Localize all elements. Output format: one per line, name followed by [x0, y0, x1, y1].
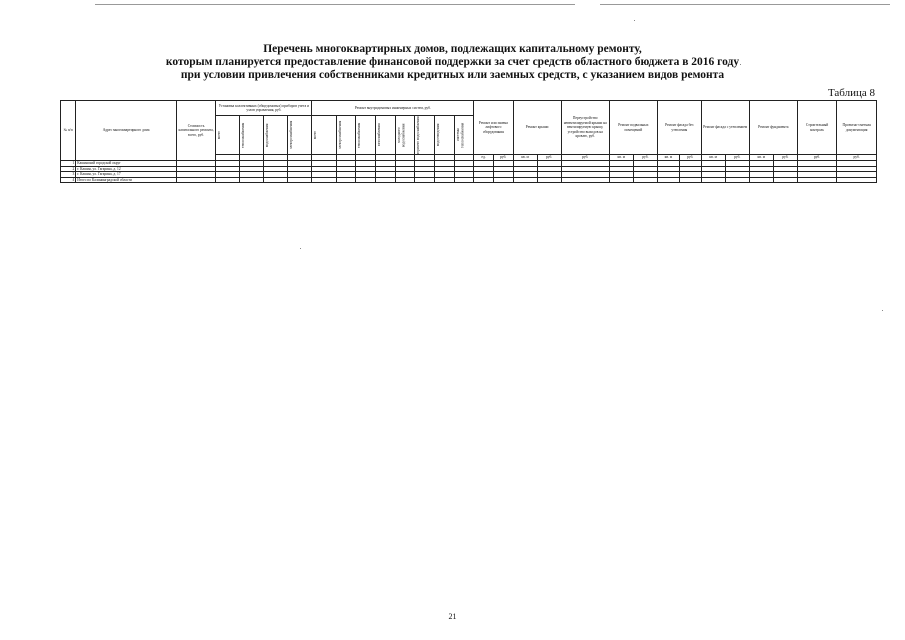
col-header-lift: Ремонт или замена лифтового оборудования	[474, 101, 513, 155]
page-number: 21	[448, 612, 457, 621]
row-number: 4	[61, 177, 76, 183]
row-cost	[176, 177, 215, 183]
col-header-foundation: Ремонт фундамента	[749, 101, 797, 155]
subheader-networks-heating: системы теплоснабжения	[455, 122, 465, 148]
document-title-line-1: Перечень многоквартирных домов, подлежащих капитальному ремонту,	[263, 43, 642, 55]
subheader-networks-electric: электроснабжения	[337, 120, 342, 150]
col-header-networks: Ремонт внутридомовых инженерных систем, руб.	[312, 101, 474, 116]
row-address: Итого по Калининградской области	[76, 177, 177, 183]
col-header-address: Адрес многоквартирного дома	[76, 101, 177, 161]
subheader-meters-total: всего	[217, 130, 222, 140]
unit-label: кв. м	[749, 155, 773, 161]
unit-label: руб.	[561, 155, 609, 161]
unit-label: руб.	[633, 155, 657, 161]
repair-table	[60, 100, 877, 183]
col-header-roof-convert: Переустройство невентилируемой крыши на вентилируемую крышу, устройство выходов на кровлю, руб.	[561, 101, 609, 155]
unit-label: кв. м	[513, 155, 537, 161]
unit-label: руб.	[725, 155, 749, 161]
col-header-design: Проектно-сметная документация	[837, 101, 877, 155]
scan-rule	[95, 4, 575, 5]
col-header-facade: Ремонт фасада без утепления	[657, 101, 701, 155]
scan-speck	[882, 310, 883, 311]
unit-label: руб.	[537, 155, 561, 161]
document-title-line-3: при условии привлечения собственниками кредитных или заемных средств, с указанием видов ремонта	[180, 69, 725, 81]
unit-label: кв. м	[657, 155, 679, 161]
unit-label: руб.	[493, 155, 513, 161]
table-row	[61, 177, 877, 183]
scan-rule	[600, 4, 890, 5]
unit-label: руб.	[837, 155, 877, 161]
col-header-no: № п/п	[61, 101, 76, 161]
row-address: г. Кашин, ул. Гагарина, д. 17	[76, 172, 177, 178]
subheader-networks-total: всего	[313, 130, 318, 140]
document-title-line-2: которым планируется предоставление финансовой поддержки за счет средств областного бюджета в 2016 году	[165, 56, 740, 68]
row-networks-total	[312, 177, 336, 183]
subheader-meters-heat: теплоснабжения	[241, 122, 246, 148]
unit-label: руб.	[773, 155, 797, 161]
subheader-networks-sewer: водоотведения	[435, 123, 440, 147]
unit-label: кв. м	[701, 155, 725, 161]
unit-label: руб.	[797, 155, 836, 161]
unit-label: руб.	[679, 155, 701, 161]
col-header-inspection: Строительный контроль	[797, 101, 836, 155]
col-header-roof: Ремонт крыши	[513, 101, 561, 155]
unit-label: ед.	[474, 155, 494, 161]
subheader-meters-water: водоснабжения	[265, 123, 270, 147]
row-number: 1	[61, 161, 76, 167]
subheader-networks-hot-water: горячего водоснабжения	[416, 116, 421, 154]
row-number: 2	[61, 166, 76, 172]
col-header-meters: Установка коллективных (общедомовых) приборов учета и узлов управления, руб.	[216, 101, 312, 116]
col-header-basement: Ремонт подвальных помещений	[609, 101, 657, 155]
col-header-facade-insulated: Ремонт фасада с утеплением	[701, 101, 749, 155]
row-number: 3	[61, 172, 76, 178]
subheader-networks-heat: теплоснабжения	[357, 122, 362, 148]
subheader-meters-power: электроснабжения	[289, 120, 294, 150]
row-address: Кашинский городской округ	[76, 161, 177, 167]
subheader-networks-cold-water: холодного водоснабжения	[396, 123, 406, 147]
scan-speck	[634, 20, 635, 21]
scan-speck	[300, 248, 301, 249]
unit-label: кв. м	[609, 155, 633, 161]
subheader-networks-gas: газоснабжения	[376, 123, 381, 147]
table-label: Таблица 8	[827, 87, 875, 99]
col-header-cost: Стоимость капитального ремонта, всего, руб.	[176, 101, 215, 161]
row-address: г. Кашин, ул. Гагарина, д. 12	[76, 166, 177, 172]
